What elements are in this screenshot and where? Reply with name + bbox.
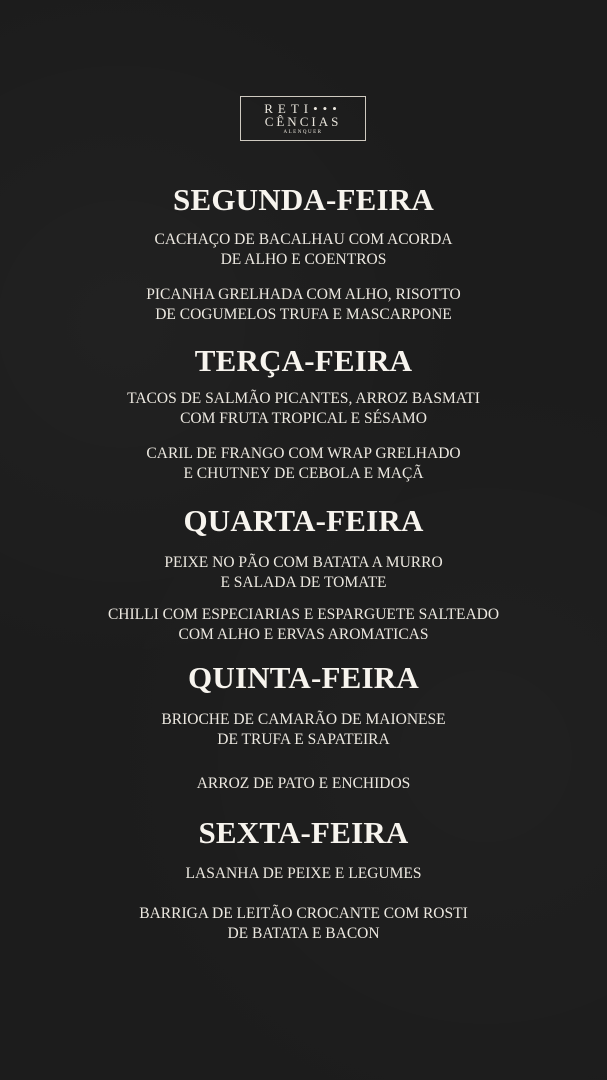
dish-wednesday-2: CHILLI COM ESPECIARIAS E ESPARGUETE SALTEADO COM ALHO E ERVAS AROMATICAS (107, 606, 500, 643)
brand-logo (240, 96, 366, 141)
dish-monday-2: PICANHA GRELHADA COM ALHO, RISOTTO DE COGUMELOS TRUFA E MASCARPONE (146, 286, 461, 323)
logo-line-1: RETI••• (264, 101, 342, 116)
dish-friday-1: LASANHA DE PEIXE E LEGUMES (185, 865, 422, 882)
day-heading-thursday: QUINTA-FEIRA (188, 660, 419, 695)
day-heading-wednesday: QUARTA-FEIRA (183, 503, 424, 538)
day-heading-tuesday: TERÇA-FEIRA (194, 343, 413, 378)
day-heading-friday: SEXTA-FEIRA (198, 815, 409, 850)
dish-thursday-2: ARROZ DE PATO E ENCHIDOS (196, 775, 411, 792)
day-heading-monday: SEGUNDA-FEIRA (173, 182, 434, 217)
dish-wednesday-1: PEIXE NO PÃO COM BATATA A MURRO E SALADA DE TOMATE (164, 554, 443, 591)
dish-friday-2: BARRIGA DE LEITÃO CROCANTE COM ROSTI DE BATATA E BACON (139, 905, 468, 942)
logo-line-2: CÊNCIAS (264, 114, 342, 129)
dish-tuesday-2: CARIL DE FRANGO COM WRAP GRELHADO E CHUTNEY DE CEBOLA E MAÇÃ (146, 445, 461, 482)
logo-line-3: ALENQUER (283, 130, 323, 135)
dish-thursday-1: BRIOCHE DE CAMARÃO DE MAIONESE DE TRUFA E SAPATEIRA (161, 711, 446, 748)
dish-monday-1: CACHAÇO DE BACALHAU COM ACORDA DE ALHO E COENTROS (154, 231, 453, 268)
dish-tuesday-1: TACOS DE SALMÃO PICANTES, ARROZ BASMATI COM FRUTA TROPICAL E SÉSAMO (127, 390, 480, 427)
